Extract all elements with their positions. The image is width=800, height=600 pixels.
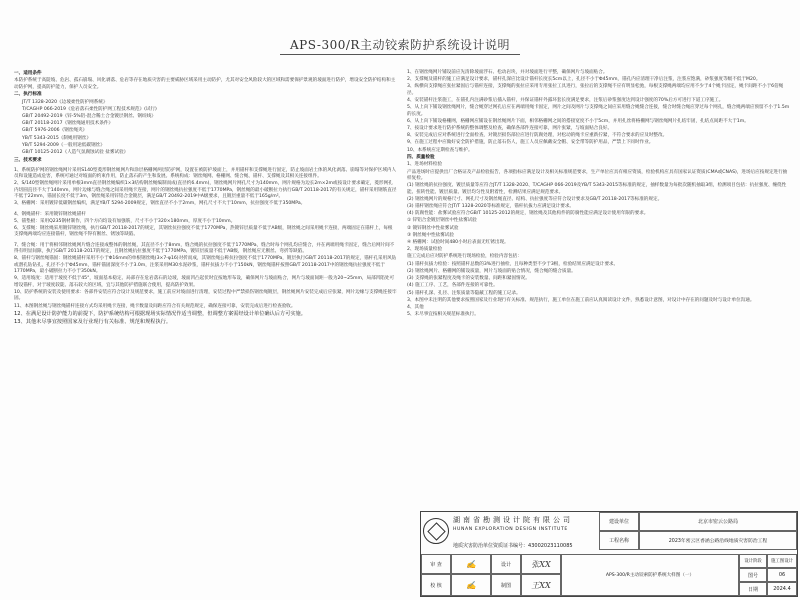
stage-value: 施工图设计 (767, 554, 797, 568)
review-label: 审 查 (421, 554, 451, 574)
paragraph: 10、本系统应定期检查与维护。 (407, 147, 473, 153)
paragraph: 6、支撑绳：钢丝绳采用镀锌钢丝绳，执行GB/T 20118-2017的规定，其钢丝抗拉强度不低于1770MPa，热镀锌层质量不低于AB级，钢丝绳之间采用绳卡连接，两端固定在锚杆上，每根支撑绳两端均应连接锚杆，钢丝绳不得有断丝、锈蚀等缺陷。 (14, 226, 393, 238)
paragraph: (4) 施工工序、工艺，各部件连接的可靠性。 (407, 283, 498, 289)
paragraph: 1、系统防护网的钢丝绳网片采用S140型菱形钢丝绳网片和涂层格栅网两层防护网，设置在被防护坡面上，并用锚杆和支撑绳进行固定，防止坡面岩土体的风化剥落、崩塌等对保护区域内人员和设施造成危害，系统可通过对坡面的约束作用，防止落石的产生和发展。系统构成：钢丝绳网、格栅网、缝合绳、锚杆、支撑绳及其相关连接组件。 (14, 167, 397, 180)
paragraph: 7、按设计要求进行防护系统的整体调整及检查，确保各部件连接可靠，网片张紧，与坡面贴合良好。 (407, 126, 613, 132)
drafting-label: 制图 (491, 574, 521, 596)
paragraph: ③ 钢丝绳中性盐雾试验 (407, 232, 454, 238)
cert-line: 地质灾害防治单位资质证书编号：43002023110085 (453, 543, 573, 549)
paragraph: 施工完成后应对防护系统进行现场检验，检验内容包括： (407, 254, 522, 260)
paragraph: 5、锚垫板：采用Q235钢材制作，四个方向均设有加强筋，尺寸不小于320×180mm，厚度不小于10mm。 (14, 218, 236, 224)
paragraph: 8、安装完成后应对系统进行全面检查，对镀层损伤部位应进行防腐处理，对松动的绳卡应重新拧紧，不符合要求的应及时整改。 (407, 133, 668, 139)
paragraph: 12、在满足设计防护能力的前提下，防护系统结构可根据现场实际情况作适当调整，但调整方案需经设计单位确认后方可实施。 (14, 310, 306, 317)
project-label: 工程名称 (599, 531, 639, 550)
paragraph: 9、在施工过程中应做好安全防护措施，防止落石伤人，施工人员应佩戴安全帽、安全带等防护用品，严禁上下同时作业。 (407, 140, 654, 146)
paragraph: 2、支撑绳及锚杆的施工应满足设计要求，锚杆孔深应比设计锚杆长度长5cm以上，孔径不小于Φ45mm，锚孔内应清理干净后注浆，注浆应饱满，砂浆强度等级不低于M20。 (407, 77, 761, 83)
title-block (420, 511, 798, 597)
client-label: 建设单位 (599, 512, 639, 531)
paragraph: 11、本图钢丝绳与钢丝绳锚杆连接方式均采用绳卡连接，绳卡数量及间距应符合有关规范规定，确保连接可靠，安装完成后进行检查验收。 (14, 303, 296, 309)
paragraph: 10、防护系统的安装及使用要求：各部件安装应符合设计及规范要求，施工前应对坡面进行清理，安装过程中严禁损伤钢丝绳镀层，钢丝绳网片安装完成后应张紧，网片边缘与支撑绳连接牢固。 (14, 289, 397, 302)
paragraph: 3、纵横向支撑绳应张拉紧固后与锚杆连接，支撑绳的张拉应采用专用张拉工具进行，张拉后的支撑绳不应有明显松弛，每根支撑绳两端均应用不少于4个绳卡固定，绳卡间距不小于6倍绳径。 (407, 84, 784, 96)
company-name-cn: 湖南省勘测设计院有限公司 (453, 516, 573, 524)
paragraph: (3) 支撑绳的张紧程度及绳卡的安装数量、间距和紧固情况。 (407, 276, 530, 282)
paragraph: 4、其他 (407, 304, 424, 310)
check-signature: ✍ (451, 574, 491, 596)
checker-signature: 王XX (521, 574, 561, 596)
paragraph: 7、缝合绳：用于将相邻钢丝绳网片缝合连接成整体的钢丝绳，其直径不小于8mm，缝合绳的抗拉强度不低于1770MPa，缝合时每个网孔均应缝合，并在两端用绳卡固定，缝合后网片间不得有明显间隙，执行GB/T 20118-2017的规定，且钢丝绳抗拉强度不低于1770MPa，镀锌层质量不低于AB级，钢丝绳应无断丝、弯折等缺陷。 (14, 242, 395, 255)
paragraph: 9、适用坡度：适用于坡度不低于45°，坡面基本稳定、局部存在危岩落石的边坡，坡面凹凸起伏时宜按地形布设，确保网片与坡面贴合，网片与坡面间距一般为20~25mm，局部凹陷处可增设锚杆，对于坡度较陡、落石较大的区域，宜与其他防护措施联合使用，提高防护效果。 (14, 276, 395, 288)
paragraph: (1) 钢丝绳的抗拉强度、镀层质量等应符合JT/T 1328-2020、T/CAGHP 066-2019及YB/T 5343-2015等标准的规定，抽样数量为每批次随机抽取3组，检测项目包括：抗拉强度、缠绕性能、扭转性能、镀层质量、镀层均匀性及附着性，检测结果应满足规范要求。 (407, 183, 787, 195)
company-logo-icon (423, 518, 449, 544)
paragraph: 5、未尽事宜按相关规范标准执行。 (407, 312, 479, 318)
stage-label: 设计阶段 (739, 554, 767, 568)
paragraph: (5) 锚杆孔深、孔径、注浆质量等隐蔽工程的施工记录。 (407, 290, 521, 296)
paragraph: 4、钢绳锚杆：采用镀锌钢丝绳锚杆 (14, 211, 86, 217)
paragraph: 13、其他未尽事宜按照国家及行业现行有关标准、规范和规程执行。 (14, 319, 172, 326)
review-signature: ✍ (451, 554, 491, 574)
paragraph: 4、安装锚杆注浆施工，在锚孔内注满砂浆后插入锚杆，并保证锚杆外露环套长度满足要求，注浆后砂浆强度达到设计强度的70%后方可进行下道工序施工。 (407, 98, 724, 104)
paragraph: 1、在钢丝绳网片铺设前应先清除坡面浮石、松动岩块，并对坡面进行平整，确保网片与坡面贴合。 (407, 70, 608, 75)
title-underline (280, 54, 520, 55)
sheet-label: 图号 (739, 568, 767, 582)
paragraph: 3、本图中未注明的其他要求按照国家及行业现行有关标准、规范执行，施工单位在施工前应认真阅读设计文件，熟悉设计意图，对设计中存在的问题及时与设计单位沟通。 (407, 297, 755, 303)
paragraph: T/CAGHP 066-2019《危岩落石柔性防护网工程技术规范》(试行) (22, 106, 157, 112)
section-heading: 四、质量检验 (407, 155, 435, 161)
right-text-column (407, 70, 790, 319)
designer-signature: 张XX (521, 554, 561, 574)
paragraph: 2、S/140型钢丝绳网片采用单根3mm直径钢丝绳编织1×3结构钢丝绳编制而成(直径约6.4mm)，钢丝绳网片网孔尺寸为140mm，网片规格为边长2m×2m或按设计要求确定，菱形网孔内切圆直径不大于140mm，网片边缘与缝合绳之间采用绳卡连接，网片的钢丝绳抗拉强度不低于1770MPa，钢丝绳的最小破断拉力执行GB/T 20118-2017的有关规定，锚杆采用钢筋直径不低于22mm，锚固长度不低于3m，钢丝绳采用锌铝合金镀层，满足GB/T 20492-2019中A级要求，且镀层重量不低于165g/m²。 (14, 181, 397, 200)
paragraph: YB/T 5343-2015《制绳用钢丝》 (22, 135, 91, 141)
paragraph: 8、锚杆与钢丝绳锚固：钢丝绳锚杆采用不小于Φ16mm的单根钢丝绳(3×7-φ16)对折而成，其钢丝绳公称抗拉强度不低于1770MPa，镀层执行GB/T 20118-2017的规定，锚杆孔采用风钻或潜孔钻钻孔，孔径不小于Φ45mm，锚杆锚固深度不小于3.0m，注浆采用M30水泥砂浆，锚杆抗拔力不小于150kN，钢丝绳锚杆按照GB/T 20118-2017中的钢丝绳抗拉强度不低于1770MPa，最小破断拉力不小于350kN。 (14, 256, 397, 275)
client-value: 北京市密云公路局 (639, 512, 797, 531)
check-label: 校 核 (421, 574, 451, 596)
section-heading: 一、适用条件 (14, 71, 42, 77)
section-heading: 二、执行标准 (14, 92, 42, 98)
paragraph: 3、格栅网：采用镀锌低碳钢丝编织，满足YB/T 5294-2009规定，钢丝直径不小于2mm，网孔尺寸不大于10mm，抗拉强度不低于350MPa。 (14, 201, 306, 207)
section-heading: 三、技术要求 (14, 157, 42, 163)
left-text-column (14, 70, 397, 327)
date-value: 2024.4 (767, 582, 797, 596)
paragraph: 6、从上向下铺设格栅网，格栅网应铺设在钢丝绳网片下面，相邻格栅网之间的搭接宽度不小于5cm，并用扎丝将格栅网与钢丝绳网片扎结牢固，扎结点间距不大于1m。 (407, 118, 749, 124)
paragraph: (2) 钢丝绳网片、格栅网的铺设质量，网片与坡面的贴合情况，缝合绳的缝合质量。 (407, 268, 576, 274)
paragraph: JT/T 1328-2020《边坡柔性防护网系统》 (22, 99, 108, 105)
design-label: 设计 (491, 554, 521, 574)
paragraph: 1、进场材料检验 (407, 162, 443, 168)
drawing-name: APS-300/R主动铰索防护系统大样图（一） (561, 554, 739, 596)
cert-number: 43002023110085 (528, 543, 573, 549)
paragraph: (2) 钢丝绳网片的规格尺寸、网孔尺寸及钢丝绳直径、结构、抗拉强度等应符合设计要求及GB/T 20118-2017等标准的规定。 (407, 196, 663, 202)
paragraph: GB/T 10125-2012《人造气氛腐蚀试验 盐雾试验》 (22, 150, 129, 156)
company-name-en: HUNAN EXPLORATION DESIGN INSTITUTE (453, 527, 568, 532)
paragraph: ① 锌铝合金镀层钢丝中性盐雾试验 (407, 218, 477, 224)
date-label: 日期 (739, 582, 767, 596)
paragraph: 产品进场时应提供出厂合格证及产品检验报告，各项指标应满足设计及相关标准规范要求，生产单位应具有相应资质，检验机构应具有国家认证资质(CMA或CNAS)，进场后应按规定进行抽样复检。 (407, 169, 788, 182)
cert-label: 地质灾害防治单位资质证书编号 (453, 543, 524, 549)
paragraph: YB/T 5294-2009《一般用途低碳钢丝》 (22, 142, 105, 148)
paragraph: (1) 锚杆抗拔力检验：按照锚杆总数的3%进行抽检，且每种类型不少于3根，检验结果应满足设计要求。 (407, 261, 619, 267)
paragraph: ② 镀锌钢丝中性盐雾试验 (407, 225, 459, 231)
paragraph: GB/T 5976-2006《钢丝绳夹》 (22, 128, 88, 134)
paragraph: GB/T 20492-2019《锌-5%铝-混合稀土合金镀层钢丝、钢绞线》 (22, 114, 156, 119)
project-value: 2023年密云区香涵公路沿线地质灾害防治工程 (639, 531, 797, 550)
paragraph: 本防护系统于高陡坡、危岩、孤石崩塌、风化剥落、危岩等存在地质灾害的主要威胁区域采用主动防护，尤其对安全风险较大的区域和需要保护景观的坡面进行防护，增设安全防护结构和主动防护网，提高防护能力，保护人员安全。 (14, 78, 396, 90)
paragraph: (4) 防腐性能：盐雾试验应符合GB/T 10125-2012的规定，钢丝绳及其他构件的防腐性能应满足设计使用年限的要求。 (407, 211, 649, 217)
sheet-value: 06 (767, 568, 797, 582)
paragraph: ④ 格栅网：试验时间480小时后表面无红锈出现。 (407, 240, 509, 246)
paragraph: (3) 锚杆钢丝绳应符合JT/T 1328-2020等标准规定，锚杆抗拔力应满足设计要求。 (407, 204, 575, 210)
paragraph: 2、现场质量检验 (407, 247, 443, 253)
document-title: APS-300/R主动铰索防护系统设计说明 (290, 38, 510, 52)
paragraph: GB/T 20118-2017《钢丝绳通用技术条件》 (22, 121, 114, 127)
paragraph: 5、从上向下铺设钢丝绳网片，缝合绳穿过网孔后应在两端用绳卡固定，网片之间及网片与支撑绳之间应采用缝合绳缝合连接，缝合时缝合绳应穿过每个网孔，缝合绳两端应预留不小于1.5m的长度。 (407, 105, 790, 117)
